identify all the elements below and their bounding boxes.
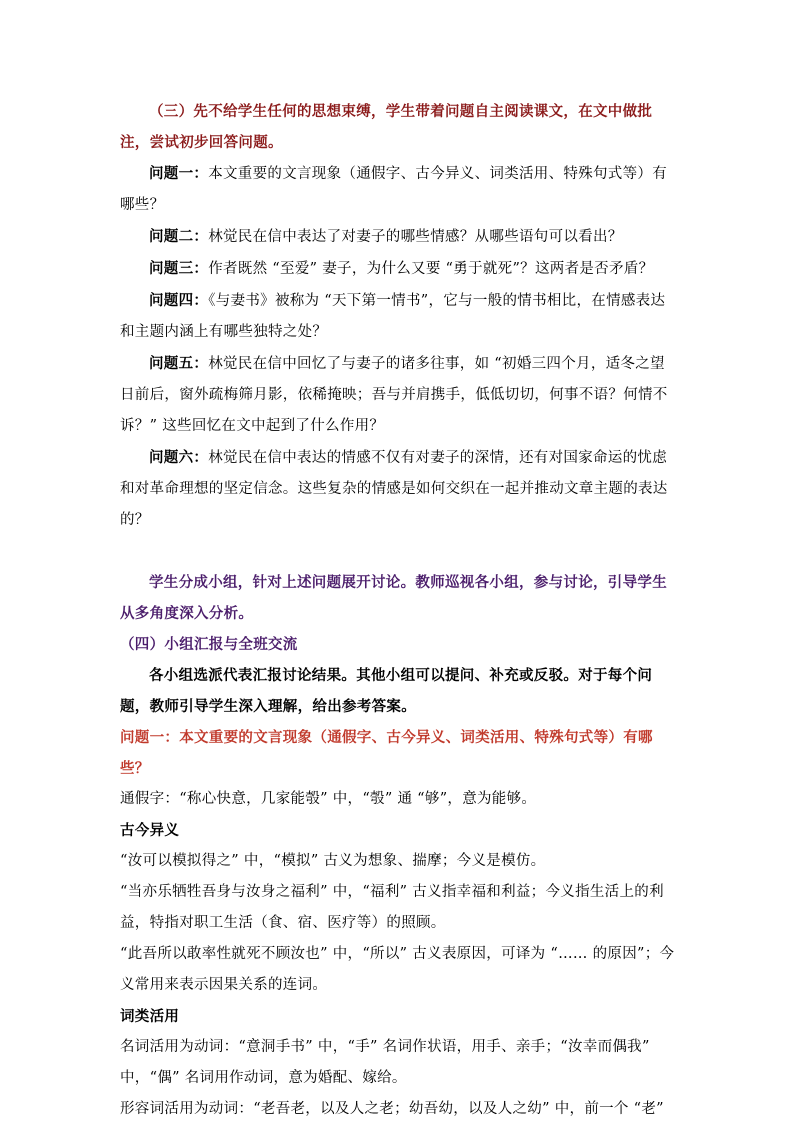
question-text: 林觉民在信中表达了对妻子的哪些情感？从哪些语句可以看出？ <box>208 229 623 245</box>
tongjia-line <box>120 784 676 815</box>
cilei-title: 词类活用 <box>120 1008 180 1025</box>
question-6 <box>120 442 676 536</box>
answer-question-1: 问题一：本文重要的文言现象（通假字、古今异义、词类活用、特殊句式等）有哪些？ <box>120 729 653 777</box>
question-4 <box>120 285 676 348</box>
discussion-paragraph: 学生分成小组，针对上述问题展开讨论。教师巡视各小组，参与讨论，引导学生从多角度深入分析。 <box>120 574 667 622</box>
cilei-item-1: 名词活用为动词：“意洞手书” 中，“手” 名词作状语，用手、亲手；“汝幸而偶我” 中，“偶” 名词用作动词，意为婚配、嫁给。 <box>120 1039 650 1086</box>
gujin-item-2: “当亦乐牺牲吾身与汝身之福利” 中，“福利” 古义指幸福和利益；今义指生活上的利益，特指对职工生活（食、宿、医疗等）的照顾。 <box>120 884 664 931</box>
spacer <box>120 536 676 567</box>
question-2 <box>120 221 676 253</box>
question-5 <box>120 348 676 442</box>
question-label: 问题五： <box>149 355 209 372</box>
question-text: 《与妻书》被称为 “天下第一情书”，它与一般的情书相比，在情感表达和主题内涵上有哪些独特之处？ <box>120 293 666 340</box>
question-label: 问题三： <box>149 260 209 277</box>
tongjia-text: “称心快意，几家能彀” 中，“彀” 通 “够”，意为能够。 <box>179 791 537 807</box>
question-label: 问题二： <box>149 228 209 245</box>
question-text: 本文重要的文言现象（通假字、古今异义、词类活用、特殊句式等）有哪些？ <box>120 166 667 213</box>
section4-heading: （四）小组汇报与全班交流 <box>120 636 298 653</box>
question-text: 林觉民在信中回忆了与妻子的诸多往事，如 “初婚三四个月，适冬之望日前后，窗外疏梅筛月影，依稀掩映；吾与并肩携手，低低切切，何事不语？何情不诉？” 这些回忆在文中起到了什么作用？ <box>120 356 668 434</box>
gujin-title: 古今异义 <box>120 822 180 839</box>
question-label: 问题六： <box>149 449 209 466</box>
question-3 <box>120 253 676 285</box>
document-body <box>120 96 676 1125</box>
tongjia-label: 通假字： <box>120 791 180 807</box>
gujin-item-3: “此吾所以敢率性就死不顾汝也” 中，“所以” 古义表原因，可译为 “…… 的原因”；今义常用来表示因果关系的连词。 <box>120 946 675 993</box>
cilei-item-2: 形容词活用为动词：“老吾老，以及人之老；幼吾幼，以及人之幼” 中，前一个 “老” <box>120 1101 664 1117</box>
question-label: 问题一： <box>149 165 209 182</box>
question-label: 问题四： <box>149 292 209 309</box>
question-text: 林觉民在信中表达的情感不仅有对妻子的深情，还有对国家命运的忧虑和对革命理想的坚定信念。这些复杂的情感是如何交织在一起并推动文章主题的表达的？ <box>120 450 668 528</box>
gujin-item-1: “汝可以模拟得之” 中，“模拟” 古义为想象、揣摩；今义是模仿。 <box>120 853 546 869</box>
question-text: 作者既然 “至爱” 妻子，为什么又要 “勇于就死”？这两者是否矛盾？ <box>208 261 654 277</box>
question-1 <box>120 158 676 221</box>
section3-heading: （三）先不给学生任何的思想束缚，学生带着问题自主阅读课文，在文中做批注，尝试初步回答问题。 <box>120 103 653 151</box>
section4-intro: 各小组选派代表汇报讨论结果。其他小组可以提问、补充或反驳。对于每个问题，教师引导学生深入理解，给出参考答案。 <box>120 667 653 715</box>
